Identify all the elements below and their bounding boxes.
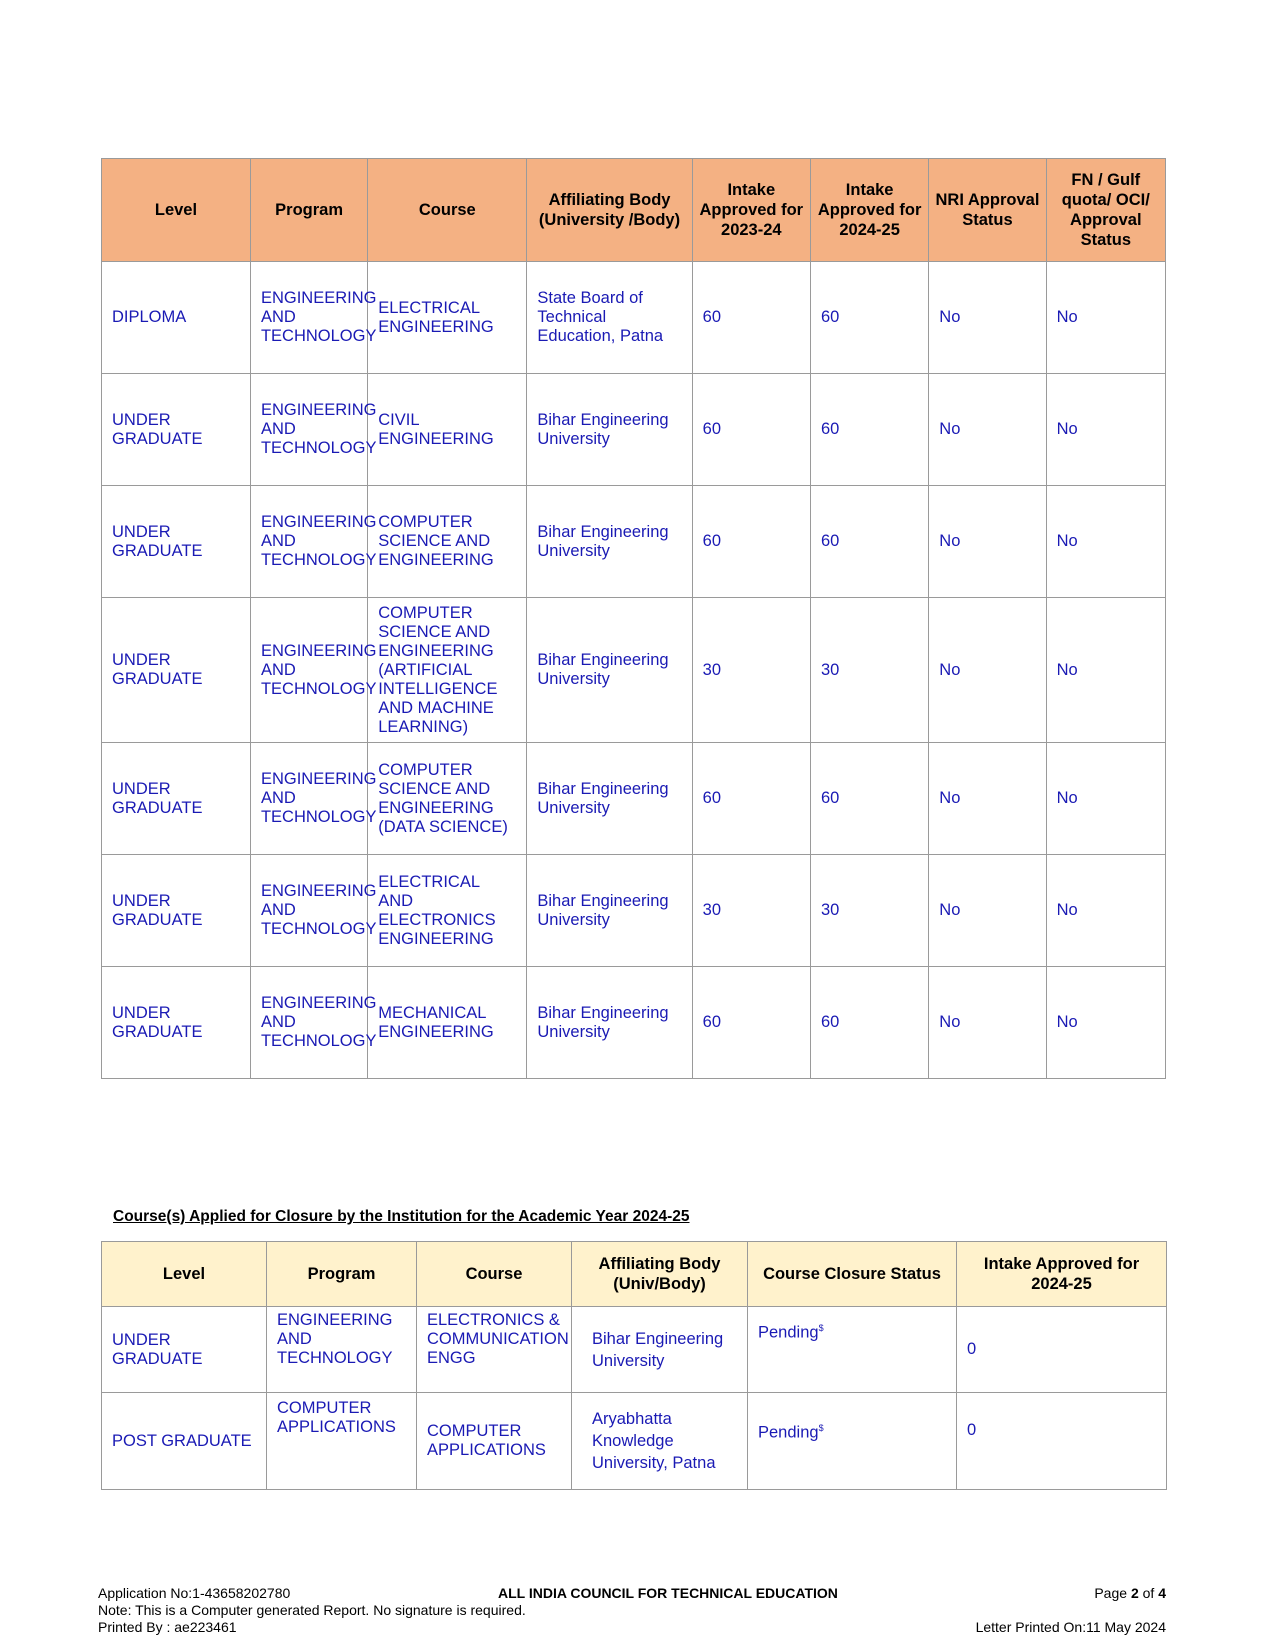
cell-fn-gulf-oci-status: No [1046,374,1165,486]
page-of: of [1138,1585,1159,1601]
cell-level: UNDER GRADUATE [102,967,251,1079]
footer-page-number [1094,1585,1166,1602]
cell-intake-2023-24: 30 [692,598,810,743]
footer-printed-on: Letter Printed On:11 May 2024 [975,1619,1166,1635]
cell-fn-gulf-oci-status: No [1046,743,1165,855]
col-header-affiliating-body: Affiliating Body (University /Body) [527,159,692,262]
cell-affiliating-body: Aryabhatta Knowledge University, Patna [572,1393,748,1490]
col-header-course: Course [368,159,527,262]
cell-intake-2023-24: 30 [692,855,810,967]
cell-level: DIPLOMA [102,262,251,374]
col-header-program: Program [267,1242,417,1307]
cell-course: COMPUTER SCIENCE AND ENGINEERING [368,486,527,598]
cell-course: ELECTRONICS & COMMUNICATION ENGG [417,1307,572,1393]
cell-nri-status: No [929,374,1046,486]
cell-level: POST GRADUATE [102,1393,267,1490]
cell-intake-2024-25: 30 [810,855,928,967]
cell-intake-2023-24: 60 [692,967,810,1079]
table-row [102,1307,1167,1393]
cell-affiliating-body: Bihar Engineering University [527,967,692,1079]
page-current: 2 [1130,1585,1139,1601]
cell-affiliating-body: Bihar Engineering University [527,855,692,967]
table-row [102,855,1166,967]
cell-nri-status: No [929,743,1046,855]
cell-level: UNDER GRADUATE [102,374,251,486]
col-header-intake-2024-25: Intake Approved for 2024-25 [810,159,928,262]
table-row [102,486,1166,598]
cell-level: UNDER GRADUATE [102,1307,267,1393]
status-footnote-mark: $ [818,1423,824,1433]
cell-nri-status: No [929,598,1046,743]
cell-program: ENGINEERING AND TECHNOLOGY [250,855,367,967]
status-footnote-mark: $ [818,1323,824,1333]
cell-level: UNDER GRADUATE [102,743,251,855]
cell-intake-2024-25: 60 [810,967,928,1079]
cell-program: COMPUTER APPLICATIONS [267,1393,417,1490]
table-row [102,374,1166,486]
cell-program: ENGINEERING AND TECHNOLOGY [250,967,367,1079]
page-total: 4 [1158,1585,1166,1601]
course-closure-table [101,1241,1167,1490]
table-row [102,1393,1167,1490]
cell-affiliating-body: Bihar Engineering University [572,1307,748,1393]
cell-affiliating-body: Bihar Engineering University [527,374,692,486]
cell-intake-2024-25: 0 [957,1393,1167,1490]
col-header-intake-2024-25: Intake Approved for 2024-25 [957,1242,1167,1307]
cell-fn-gulf-oci-status: No [1046,967,1165,1079]
table-header-row [102,159,1166,262]
footer-council-name: ALL INDIA COUNCIL FOR TECHNICAL EDUCATION [498,1585,838,1601]
col-header-intake-2023-24: Intake Approved for 2023-24 [692,159,810,262]
cell-program: ENGINEERING AND TECHNOLOGY [250,262,367,374]
cell-affiliating-body: Bihar Engineering University [527,598,692,743]
cell-intake-2023-24: 60 [692,743,810,855]
intake-approval-table [101,158,1166,1079]
cell-intake-2024-25: 0 [957,1307,1167,1393]
cell-intake-2023-24: 60 [692,486,810,598]
page-prefix: Page [1094,1585,1131,1601]
col-header-program: Program [250,159,367,262]
cell-fn-gulf-oci-status: No [1046,855,1165,967]
cell-affiliating-body: Bihar Engineering University [527,486,692,598]
cell-nri-status: No [929,486,1046,598]
col-header-affiliating-body: Affiliating Body (Univ/Body) [572,1242,748,1307]
col-header-level: Level [102,1242,267,1307]
cell-program: ENGINEERING AND TECHNOLOGY [250,374,367,486]
cell-program: ENGINEERING AND TECHNOLOGY [267,1307,417,1393]
footer-printed-by: Printed By : ae223461 [98,1619,237,1635]
table-row [102,262,1166,374]
col-header-course: Course [417,1242,572,1307]
footer-note: Note: This is a Computer generated Report. No signature is required. [98,1602,526,1618]
cell-closure-status [748,1307,957,1393]
table-row [102,967,1166,1079]
cell-program: ENGINEERING AND TECHNOLOGY [250,598,367,743]
cell-nri-status: No [929,262,1046,374]
cell-affiliating-body: State Board of Technical Education, Patna [527,262,692,374]
cell-intake-2023-24: 60 [692,262,810,374]
cell-affiliating-body: Bihar Engineering University [527,743,692,855]
cell-intake-2024-25: 60 [810,262,928,374]
cell-course: COMPUTER SCIENCE AND ENGINEERING (DATA SCIENCE) [368,743,527,855]
cell-program: ENGINEERING AND TECHNOLOGY [250,743,367,855]
cell-intake-2024-25: 60 [810,374,928,486]
cell-fn-gulf-oci-status: No [1046,262,1165,374]
cell-fn-gulf-oci-status: No [1046,598,1165,743]
cell-fn-gulf-oci-status: No [1046,486,1165,598]
cell-program: ENGINEERING AND TECHNOLOGY [250,486,367,598]
closure-section-heading: Course(s) Applied for Closure by the Institution for the Academic Year 2024-25 [113,1208,690,1225]
cell-course: ELECTRICAL ENGINEERING [368,262,527,374]
table-row [102,743,1166,855]
cell-course: CIVIL ENGINEERING [368,374,527,486]
status-text: Pending [758,1423,819,1442]
cell-nri-status: No [929,967,1046,1079]
table-header-row [102,1242,1167,1307]
cell-intake-2024-25: 30 [810,598,928,743]
cell-level: UNDER GRADUATE [102,598,251,743]
cell-intake-2024-25: 60 [810,486,928,598]
cell-course: COMPUTER SCIENCE AND ENGINEERING (ARTIFICIAL INTELLIGENCE AND MACHINE LEARNING) [368,598,527,743]
cell-level: UNDER GRADUATE [102,486,251,598]
status-text: Pending [758,1323,819,1342]
cell-course: ELECTRICAL AND ELECTRONICS ENGINEERING [368,855,527,967]
cell-intake-2024-25: 60 [810,743,928,855]
footer-application-no: Application No:1-43658202780 [98,1585,291,1601]
cell-nri-status: No [929,855,1046,967]
col-header-nri-status: NRI Approval Status [929,159,1046,262]
cell-level: UNDER GRADUATE [102,855,251,967]
cell-closure-status [748,1393,957,1490]
col-header-closure-status: Course Closure Status [748,1242,957,1307]
cell-course: COMPUTER APPLICATIONS [417,1393,572,1490]
col-header-level: Level [102,159,251,262]
col-header-fn-gulf-oci-status: FN / Gulf quota/ OCI/ Approval Status [1046,159,1165,262]
cell-intake-2023-24: 60 [692,374,810,486]
cell-course: MECHANICAL ENGINEERING [368,967,527,1079]
table-row [102,598,1166,743]
